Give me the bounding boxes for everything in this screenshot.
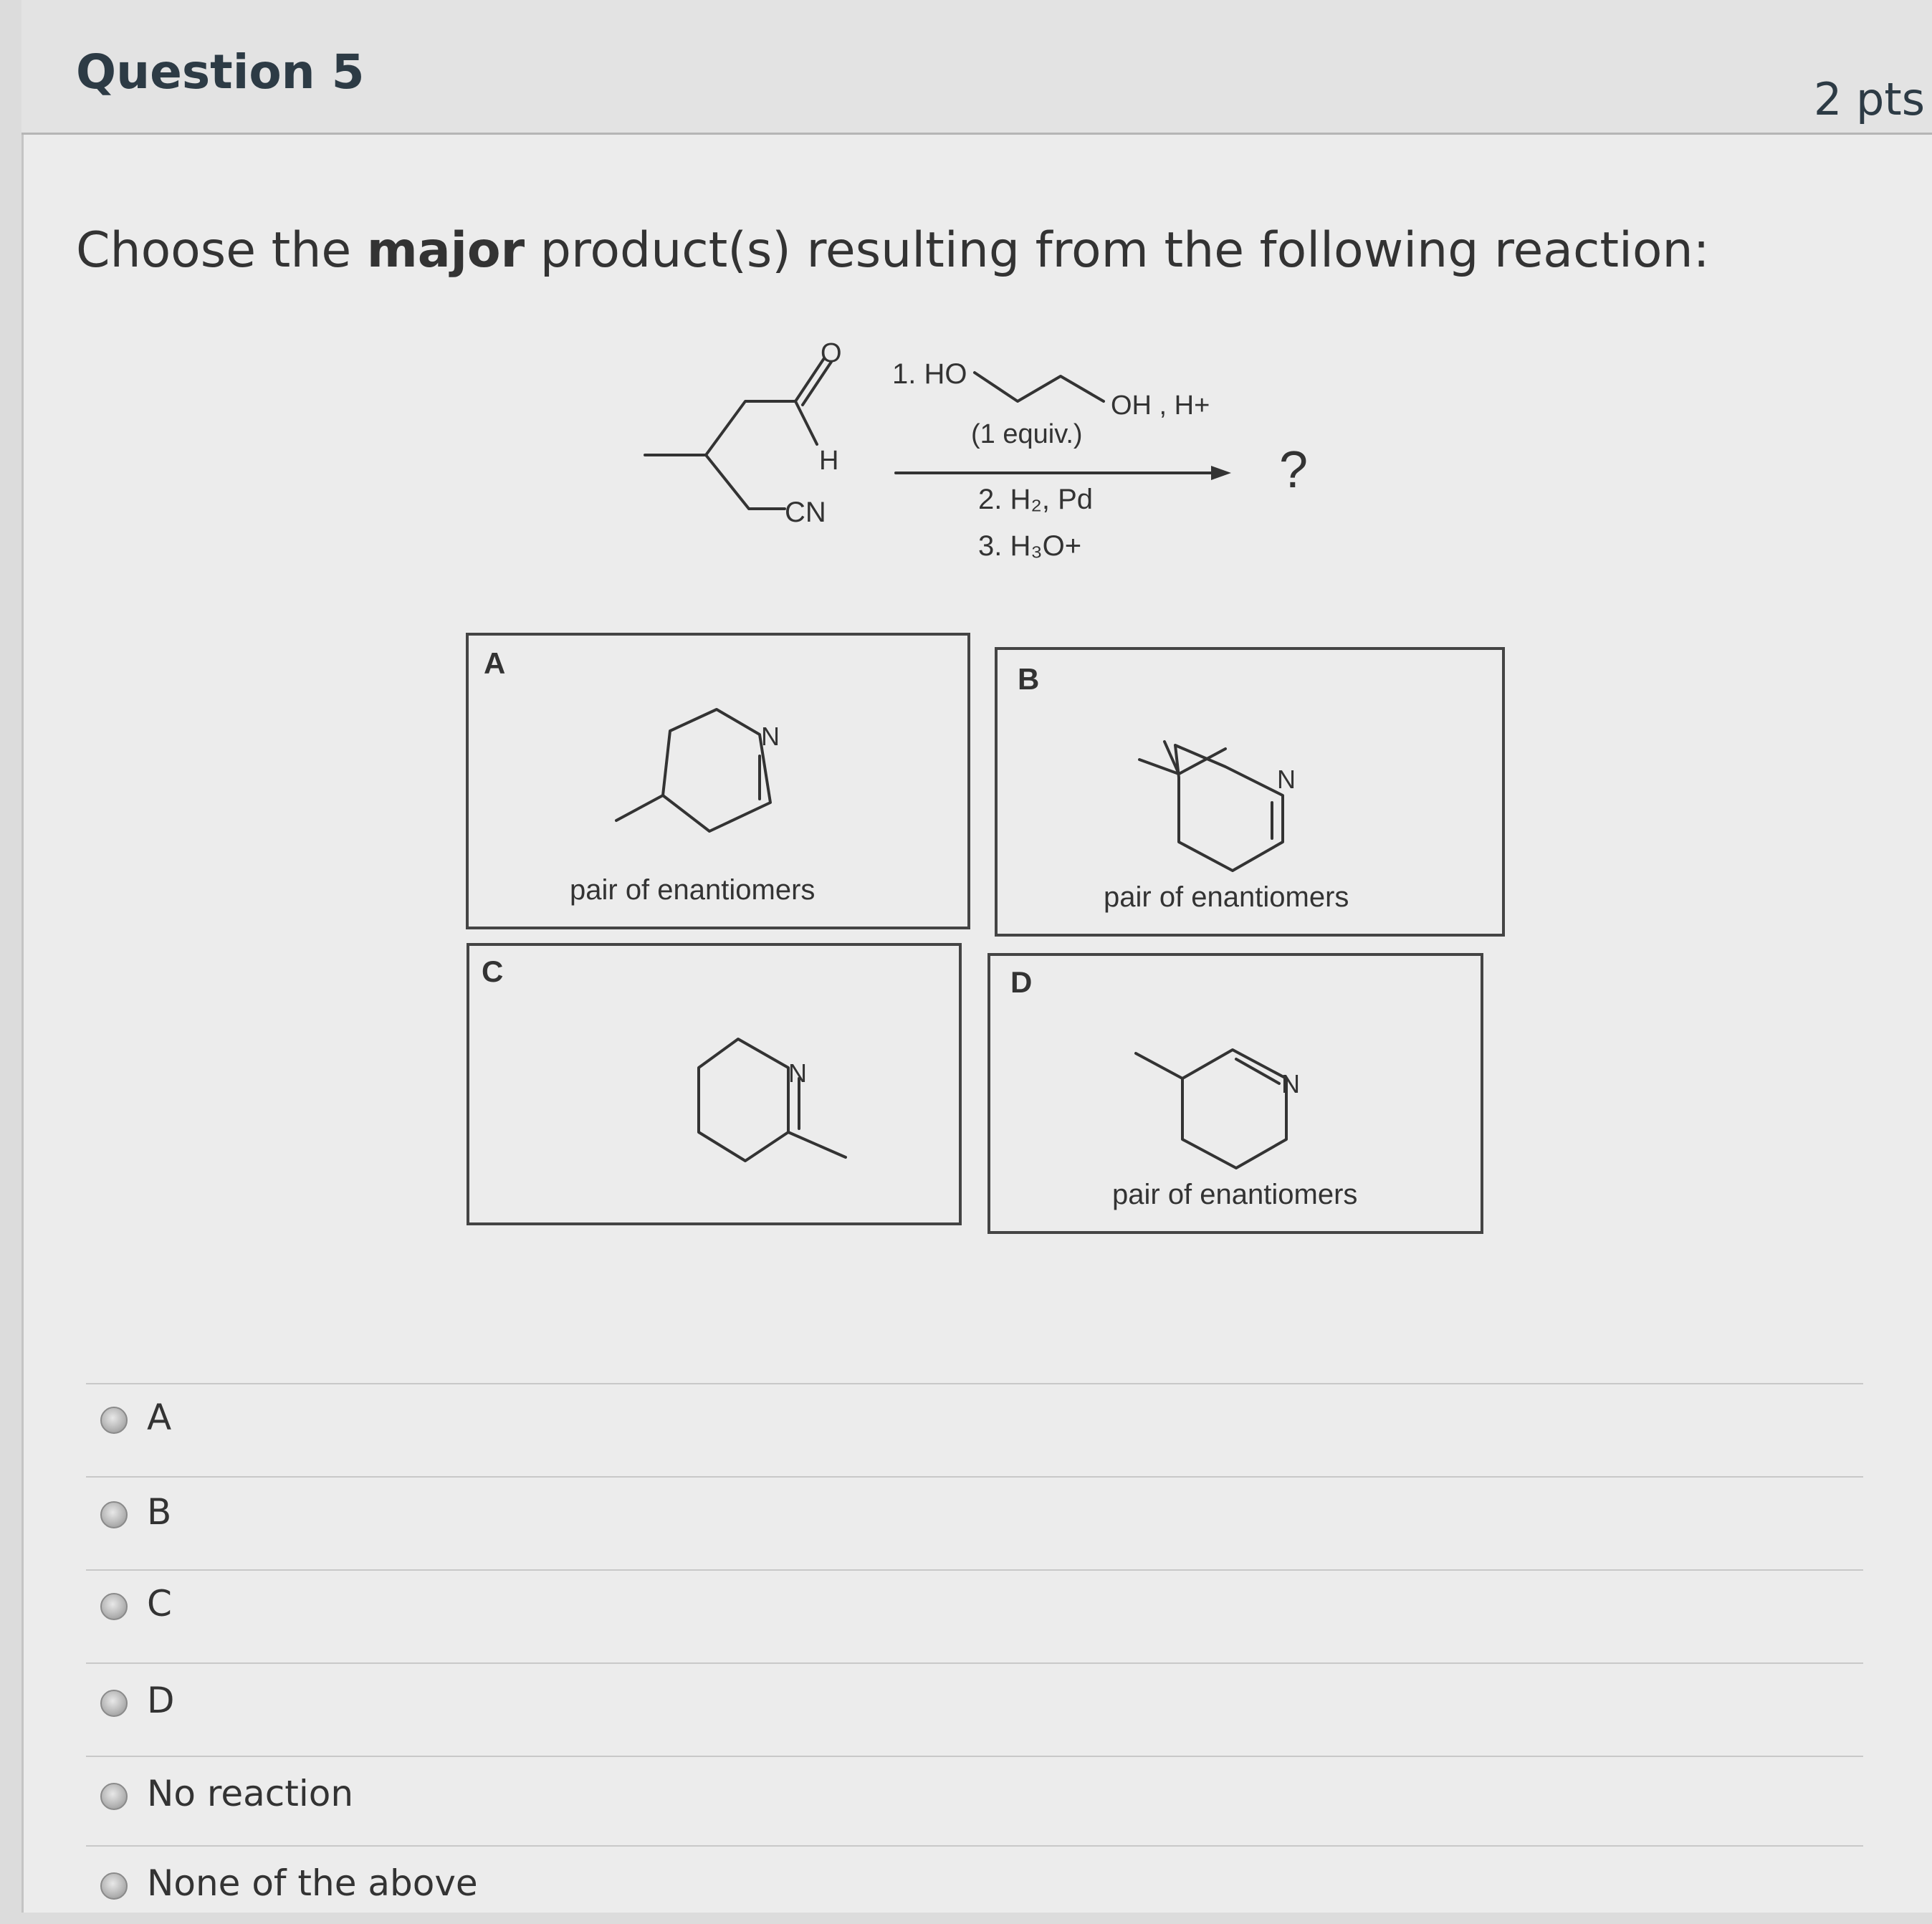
- structure-c-nitrogen: N: [788, 1058, 807, 1088]
- reactant-oxygen-label: O: [821, 338, 842, 368]
- structure-d-caption: pair of enantiomers: [1112, 1179, 1358, 1210]
- structure-a-letter: A: [484, 646, 506, 680]
- choice-c[interactable]: [93, 1573, 1849, 1645]
- choice-none-radio[interactable]: [100, 1872, 128, 1900]
- choice-no-reaction[interactable]: [93, 1763, 1849, 1834]
- reagent-step1-suffix: OH , H+: [1111, 391, 1210, 421]
- choice-none-of-the-above[interactable]: [93, 1852, 1849, 1924]
- structure-d-nitrogen: N: [1281, 1069, 1300, 1099]
- reagent-step1-note: (1 equiv.): [971, 419, 1083, 449]
- reagent-step2: 2. H₂, Pd: [978, 484, 1094, 515]
- product-unknown: ?: [1279, 441, 1309, 499]
- structure-b-letter: B: [1018, 662, 1040, 696]
- choice-divider: [86, 1383, 1863, 1384]
- structure-a-caption: pair of enantiomers: [570, 874, 816, 906]
- reagent-step3: 3. H₃O+: [978, 530, 1082, 562]
- structure-b-caption: pair of enantiomers: [1104, 881, 1349, 913]
- choice-no-reaction-radio[interactable]: [100, 1783, 128, 1810]
- choice-c-label[interactable]: C: [147, 1583, 172, 1624]
- choice-d-label[interactable]: D: [147, 1680, 175, 1721]
- structure-c-letter: C: [482, 954, 504, 988]
- question-title: Question 5: [76, 44, 365, 100]
- choice-divider: [86, 1756, 1863, 1757]
- choice-divider: [86, 1662, 1863, 1664]
- reactant-nitrile-label: CN: [785, 497, 826, 528]
- choice-divider: [86, 1845, 1863, 1847]
- choice-none-label[interactable]: None of the above: [147, 1862, 478, 1904]
- choice-divider: [86, 1476, 1863, 1478]
- choice-d-radio[interactable]: [100, 1690, 128, 1717]
- structure-b-nitrogen: N: [1277, 765, 1296, 794]
- choice-no-reaction-label[interactable]: No reaction: [147, 1773, 354, 1814]
- prompt-text-before: Choose the: [76, 222, 367, 279]
- choice-c-radio[interactable]: [100, 1593, 128, 1620]
- choice-b[interactable]: [93, 1481, 1849, 1553]
- prompt-bold-word: major: [366, 222, 525, 279]
- choice-d[interactable]: [93, 1670, 1849, 1741]
- choice-a-radio[interactable]: [100, 1407, 128, 1434]
- choice-a[interactable]: [93, 1387, 1849, 1458]
- choice-b-label[interactable]: B: [147, 1491, 172, 1533]
- choice-divider: [86, 1569, 1863, 1571]
- question-points: 2 pts: [1813, 73, 1925, 125]
- question-prompt: [76, 222, 1724, 279]
- structure-d-letter: D: [1010, 965, 1033, 999]
- reactant-hydrogen-label: H: [819, 446, 839, 476]
- choice-b-radio[interactable]: [100, 1501, 128, 1528]
- structure-a-nitrogen: N: [761, 722, 780, 751]
- prompt-text-after: product(s) resulting from the following reaction:: [525, 222, 1710, 279]
- reagent-step1-prefix: 1. HO: [892, 358, 967, 390]
- choice-a-label[interactable]: A: [147, 1397, 172, 1438]
